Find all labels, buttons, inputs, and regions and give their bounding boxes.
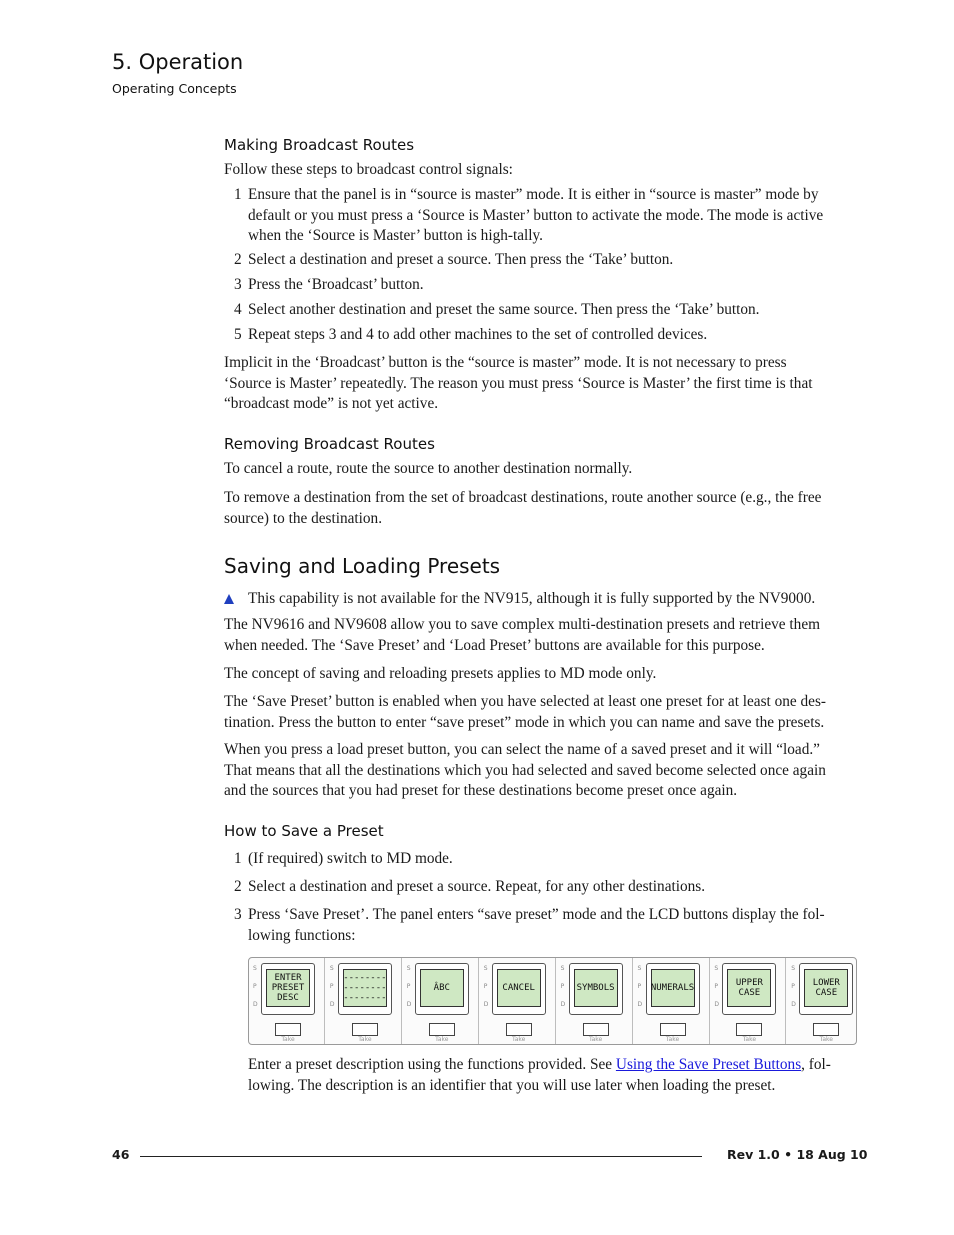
- removing-p1: To cancel a route, route the source to another destination normally.: [224, 460, 633, 477]
- step-text: Select a destination and preset a source. Then press the ‘Take’ button.: [248, 251, 674, 268]
- lcd-button-panel: [248, 957, 857, 1045]
- take-label: Take: [588, 1036, 603, 1043]
- spd-indicator-label: P: [791, 983, 795, 990]
- spd-indicator-label: S: [714, 965, 719, 972]
- step-number: 1: [234, 186, 242, 203]
- lcd-cell: [787, 958, 863, 1044]
- lcd-button[interactable]: [338, 963, 392, 1015]
- step-number: 4: [234, 301, 242, 318]
- spd-indicator-label: P: [329, 983, 334, 990]
- take-button[interactable]: [352, 1023, 378, 1036]
- take-label: Take: [435, 1036, 449, 1043]
- warning-text: This capability is not available for the NV915, although it is fully supported by the NV9000.: [248, 590, 816, 607]
- saving-p1: The NV9616 and NV9608 allow you to save complex multi-destination presets and retrieve them when needed. The ‘Save Preset’ and ‘Load Preset’ buttons are available for this purpose.: [224, 616, 821, 654]
- spd-indicator-label: P: [637, 983, 642, 990]
- take-label: Take: [512, 1036, 526, 1043]
- lcd-cell: [403, 958, 479, 1044]
- lcd-button[interactable]: [569, 963, 623, 1015]
- spd-indicator-label: P: [253, 983, 257, 990]
- chapter-title: 5. Operation: [112, 50, 244, 74]
- take-label: Take: [819, 1036, 833, 1043]
- page-number: 46: [112, 1147, 130, 1162]
- take-button[interactable]: [429, 1023, 455, 1036]
- lcd-button-label: LOWER CASE: [804, 969, 848, 1007]
- step-text: (If required) switch to MD mode.: [248, 850, 453, 867]
- spd-indicator-label: D: [329, 1001, 335, 1008]
- step-number: 2: [234, 878, 242, 895]
- take-label: Take: [281, 1036, 295, 1043]
- spd-indicator-label: S: [483, 965, 488, 972]
- step-text: Press ‘Save Preset’. The panel enters “save preset” mode and the LCD buttons display the fol-lowing functions:: [248, 906, 825, 944]
- lcd-button[interactable]: [722, 963, 776, 1015]
- lcd-cell: [634, 958, 710, 1044]
- removing-p2: To remove a destination from the set of broadcast destinations, route another source (e.g., the free source) to the destination.: [224, 489, 822, 527]
- lcd-cell: [710, 958, 786, 1044]
- after-panel-paragraph: [248, 1055, 844, 1096]
- spd-indicator-label: P: [560, 983, 565, 990]
- spd-indicator-label: P: [483, 983, 488, 990]
- lcd-button-label: ENTER PRESET DESC: [266, 969, 310, 1007]
- saving-p4: When you press a load preset button, you can select the name of a saved preset and it will “load.” That means that all the destinations which you had selected and saved become selected once again and the sources that you had preset for these destinations become preset once again.: [224, 741, 826, 799]
- lcd-cell: [249, 958, 325, 1044]
- step-number: 3: [234, 276, 242, 293]
- spd-indicator-label: S: [791, 965, 796, 972]
- saving-p3: The ‘Save Preset’ button is enabled when you have selected at least one preset for at least one des-tination. Press the button to enter “save preset” mode in which you can name and save the presets.: [224, 693, 827, 731]
- take-button[interactable]: [736, 1023, 762, 1036]
- spd-indicator-label: S: [637, 965, 642, 972]
- take-label: Take: [742, 1036, 757, 1043]
- spd-indicator-label: D: [253, 1001, 258, 1008]
- spd-indicator-label: S: [253, 965, 257, 972]
- step-text: Ensure that the panel is in “source is master” mode. It is either in “source is master” mode by default or you must press a ‘Source is Master’ button to activate the mode. The mode is active when the ‘Source is Master’ button is high-tally.: [248, 186, 824, 244]
- step-number: 5: [234, 326, 242, 343]
- making-intro: Follow these steps to broadcast control signals:: [224, 161, 513, 178]
- spd-indicator-label: S: [560, 965, 565, 972]
- take-button[interactable]: [583, 1023, 609, 1036]
- lcd-button[interactable]: [492, 963, 546, 1015]
- step-text: Select a destination and preset a source. Repeat, for any other destinations.: [248, 878, 706, 895]
- spd-indicator-label: D: [791, 1001, 796, 1008]
- lcd-button-label: CANCEL: [497, 969, 541, 1007]
- footer-divider: [140, 1156, 702, 1157]
- lcd-button[interactable]: [415, 963, 469, 1015]
- lcd-cell: [480, 958, 556, 1044]
- section-heading-howto: How to Save a Preset: [224, 822, 384, 840]
- spd-indicator-label: D: [560, 1001, 566, 1008]
- spd-indicator-label: P: [406, 983, 411, 990]
- step-text: Select another destination and preset the same source. Then press the ‘Take’ button.: [248, 301, 760, 318]
- making-note: Implicit in the ‘Broadcast’ button is the “source is master” mode. It is not necessary to press ‘Source is Master’ repeatedly. The reason you must press ‘Source is Master’ the first time is that “broadcast mode” is not yet active.: [224, 354, 813, 412]
- step-text: Repeat steps 3 and 4 to add other machines to the set of controlled devices.: [248, 326, 708, 343]
- lcd-button[interactable]: [799, 963, 853, 1015]
- take-button[interactable]: [813, 1023, 839, 1036]
- save-preset-buttons-link[interactable]: Using the Save Preset Buttons: [615, 1056, 802, 1073]
- step-number: 3: [234, 906, 242, 923]
- spd-indicator-label: S: [406, 965, 411, 972]
- lcd-button[interactable]: [261, 963, 315, 1015]
- step-number: 2: [234, 251, 242, 268]
- lcd-button-label: SYMBOLS: [574, 969, 618, 1007]
- section-heading-making: Making Broadcast Routes: [224, 136, 415, 154]
- lcd-button-label: UPPER CASE: [727, 969, 771, 1007]
- revision-info: Rev 1.0 • 18 Aug 10: [727, 1147, 868, 1162]
- lcd-button-label: ÂBC: [420, 969, 464, 1007]
- lcd-cell: [326, 958, 402, 1044]
- lcd-cell: [557, 958, 633, 1044]
- spd-indicator-label: P: [714, 983, 719, 990]
- warning-triangle-icon: [224, 594, 234, 604]
- after-text-post: , fol-lowing. The description is an identifier that you will use later when loading the preset.: [248, 1056, 831, 1094]
- chapter-subtitle: Operating Concepts: [112, 81, 237, 96]
- spd-indicator-label: D: [714, 1001, 720, 1008]
- lcd-button-label: NUMERALS: [651, 969, 695, 1007]
- saving-p2: The concept of saving and reloading presets applies to MD mode only.: [224, 665, 657, 682]
- take-button[interactable]: [506, 1023, 532, 1036]
- spd-indicator-label: D: [406, 1001, 412, 1008]
- lcd-button-label: -------- -------- --------: [343, 969, 387, 1007]
- take-label: Take: [358, 1036, 372, 1043]
- section-heading-removing: Removing Broadcast Routes: [224, 435, 435, 453]
- take-button[interactable]: [660, 1023, 686, 1036]
- section-heading-saving: Saving and Loading Presets: [224, 554, 501, 578]
- after-text-pre: Enter a preset description using the functions provided. See: [248, 1056, 616, 1073]
- take-button[interactable]: [275, 1023, 301, 1036]
- lcd-button[interactable]: [646, 963, 700, 1015]
- take-label: Take: [665, 1036, 680, 1043]
- step-number: 1: [234, 850, 242, 867]
- step-text: Press the ‘Broadcast’ button.: [248, 276, 424, 293]
- spd-indicator-label: D: [637, 1001, 643, 1008]
- spd-indicator-label: D: [483, 1001, 489, 1008]
- spd-indicator-label: S: [329, 965, 334, 972]
